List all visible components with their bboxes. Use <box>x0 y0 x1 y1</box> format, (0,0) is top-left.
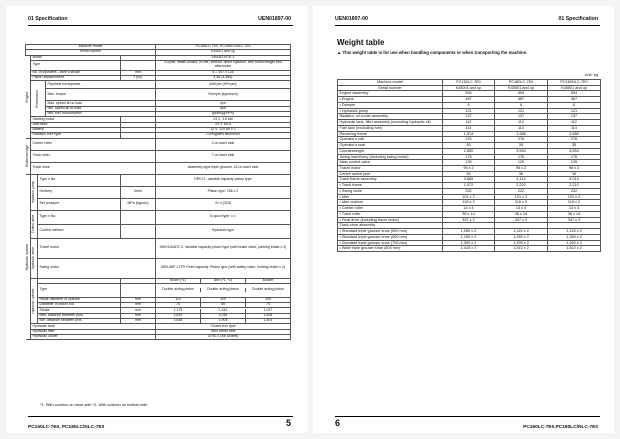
row-unit: ℓ {cc} <box>121 76 156 81</box>
weight-value: 222 <box>548 188 601 194</box>
weight-value: 1,514 <box>443 131 495 137</box>
control-valve-group-cell <box>31 210 38 238</box>
weight-value: 1,260 x 2 <box>548 234 601 240</box>
row-unit: g/kWh{g/HPh} <box>156 112 291 117</box>
row-label: Type <box>31 60 121 70</box>
undercarriage-group-cell <box>26 138 31 174</box>
cylinder-value: 110 <box>175 297 181 302</box>
weight-value: 467 <box>443 97 495 103</box>
row-unit: rpm <box>156 101 291 106</box>
cylinder-value: Double acting piston <box>162 287 194 292</box>
row-value: CF40-1 (Air cooled) <box>156 334 291 339</box>
row-label: Min. fuel consumption <box>46 112 156 117</box>
row-unit: mm <box>121 70 156 75</box>
weight-value: 276 <box>495 137 548 143</box>
group-label: Hydraulic motor <box>31 246 36 270</box>
weight-value: 112 <box>495 120 548 126</box>
section-title: 01 Specification <box>28 16 68 22</box>
component-name: • Idler <box>338 194 443 200</box>
row-unit: rpm <box>156 106 291 111</box>
weight-value: 6 <box>495 102 548 108</box>
row-value: 7 on each side <box>156 150 291 162</box>
model-header: PC180LC-7E0 <box>495 80 548 86</box>
row-value: 4.46 {4,460} <box>156 76 291 81</box>
row-value: Assembly-type triple grouser, 44 on each side <box>156 162 291 174</box>
cylinder-header: Arm (*1, *2) <box>201 279 246 283</box>
group-label: Hydraulic system <box>24 243 29 271</box>
component-name: Engine assembly <box>338 91 443 97</box>
serial-value: K45001 and up <box>548 85 601 91</box>
component-name: Operator's seat <box>338 143 443 149</box>
serial-value: K45001 and up <box>495 85 548 91</box>
table-row <box>26 334 291 339</box>
weight-value: 1,510 x 2 <box>548 246 601 252</box>
weight-value: 101 x 2 <box>548 194 601 200</box>
row-value: 6-spool type: x 1 <box>156 210 291 224</box>
component-name: Centre swivel joint <box>338 171 443 177</box>
component-name: • Hydraulic pump <box>338 108 443 114</box>
weight-value: 112 <box>548 120 601 126</box>
row-label: Machine model <box>26 45 156 50</box>
doc-code: UEN01897-00 <box>335 16 368 22</box>
weight-value: 96 x 2 <box>495 166 548 172</box>
row-label: Max. distance between pins <box>38 313 121 318</box>
row-label: Type x No. <box>38 174 121 186</box>
left-page <box>6 6 307 433</box>
row-value: SAA4D107E-1 <box>156 55 291 60</box>
row-unit <box>121 224 156 238</box>
weight-value: 1,300 x 2 <box>443 240 495 246</box>
weight-table <box>337 79 601 252</box>
weight-value: 137 <box>548 114 601 120</box>
hydraulic-pump-group-cell <box>31 174 38 210</box>
weight-value: 96 x 2 <box>443 166 495 172</box>
cylinder-value: 2,810 <box>173 312 183 317</box>
cylinder-value: 85 <box>201 303 246 307</box>
cylinder-values <box>156 283 291 297</box>
group-label: Performance <box>35 89 40 109</box>
hydraulic-motor-group-cell <box>31 238 38 278</box>
serial-label: Serial number <box>338 85 443 91</box>
row-label: Diameter of piston rod <box>38 303 121 308</box>
weight-value: 114 <box>495 125 548 131</box>
row-value: PC160LC-7E0, PC180LC/NLC-7E0 <box>156 45 291 50</box>
weight-value: 337 x 2 <box>443 217 495 223</box>
table-row <box>26 174 291 186</box>
row-label: Swing motor <box>38 258 156 278</box>
weight-value: 1,586 <box>548 131 601 137</box>
cylinder-value: 1,904 <box>201 319 246 323</box>
weight-value: 36 x 14 <box>443 211 495 217</box>
weight-value: 96 x 2 <box>548 166 601 172</box>
row-unit: mm <box>121 313 156 318</box>
weight-value: 101 x 2 <box>495 194 548 200</box>
cylinder-header: Bucket <box>245 279 290 283</box>
unit-label: Unit: kg <box>584 72 598 77</box>
row-value: 12 V, 120 Ah x 2 <box>156 127 291 132</box>
component-name: Radiator, oil cooler assembly <box>338 114 443 120</box>
table-row <box>26 224 291 238</box>
row-value: HPD71, variable capacity piston type <box>156 174 291 186</box>
row-unit: kW/rpm {HP/rpm} <box>156 81 291 89</box>
component-name: Travel motor <box>338 166 443 172</box>
table-row <box>26 150 291 162</box>
weight-value: 36 <box>548 171 601 177</box>
component-name: • Idler cushion <box>338 200 443 206</box>
component-name: • Damper <box>338 102 443 108</box>
component-name: • Carrier roller <box>338 206 443 212</box>
weight-value: 3,554 <box>495 148 548 154</box>
component-name: • Engine <box>338 97 443 103</box>
cylinder-header: Boom (*1) <box>170 277 186 282</box>
weight-value: 594 <box>548 91 601 97</box>
doc-code: UEN01897-00 <box>258 16 291 22</box>
weight-value: 176 <box>443 154 495 160</box>
weight-value: 35 <box>548 143 601 149</box>
header-rule <box>28 25 293 26</box>
right-page <box>313 6 614 433</box>
row-value: Corrugated aluminum <box>156 133 291 138</box>
weight-value: 14 x 4 <box>495 206 548 212</box>
row-label: Carrier roller <box>31 138 156 150</box>
footer-model: PC160LC-7E0,PC180LC/NLC-7E0 <box>523 425 598 430</box>
weight-value: 222 <box>443 188 495 194</box>
weight-value: 116 x 2 <box>443 200 495 206</box>
weight-value: 2,850 <box>443 148 495 154</box>
row-label: Flywheel horsepower <box>46 81 156 89</box>
component-name: • Track frame <box>338 183 443 189</box>
weight-value: 1,410 x 2 <box>443 246 495 252</box>
table-row <box>26 198 291 210</box>
component-name: • Standard triple grouser shoe (700 mm) <box>338 240 443 246</box>
weight-value: 2,210 <box>548 183 601 189</box>
row-label: Piston displacement <box>31 76 121 81</box>
component-name: Hydraulic tank, filter assembly (excluding hydraulic oil) <box>338 120 443 126</box>
weight-value: 137 <box>443 114 495 120</box>
row-unit: Nm/rpm {kgm/rpm} <box>156 89 291 101</box>
cylinder-headers <box>156 278 291 283</box>
cylinder-value: 1,501 <box>245 319 290 323</box>
row-value: 4-cycle, water-cooled, in-line, vertical, direct injection, with turbocharger and aftercooler <box>156 60 291 70</box>
row-label: Battery <box>31 127 121 132</box>
weight-value: 125 <box>495 160 548 166</box>
model-header: PC180NLC-7E0 <box>548 80 601 86</box>
weight-value: 101 x 2 <box>443 194 495 200</box>
weight-value: 176 <box>495 154 548 160</box>
weight-value: 4,014 <box>548 177 601 183</box>
cylinder-value: 75 <box>176 302 180 307</box>
weight-value: 1,390 x 2 <box>495 240 548 246</box>
table-row <box>26 283 291 297</box>
weight-value: 35 <box>495 143 548 149</box>
cylinder-value: 1,635 <box>173 318 183 323</box>
weight-value: 121 <box>443 108 495 114</box>
cylinder-value: 120 <box>201 298 246 302</box>
weight-value: 121 <box>548 108 601 114</box>
row-value: 24 V, 60 A <box>156 122 291 127</box>
weight-value: 116 x 2 <box>495 200 548 206</box>
cylinder-value: 105 <box>245 298 290 302</box>
row-label: Set pressure <box>38 198 121 210</box>
weight-value: 222 <box>495 188 548 194</box>
page-number: 6 <box>335 418 341 428</box>
component-name: • Swing circle <box>338 188 443 194</box>
cylinder-value: 1,175 <box>173 307 183 312</box>
header-label: Machine model <box>338 80 443 86</box>
weight-value: 276 <box>443 137 495 143</box>
weight-value: 594 <box>495 91 548 97</box>
component-name: Counterweight <box>338 148 443 154</box>
cylinder-value: 2,528 <box>245 314 290 318</box>
component-name: • Final drive (including travel motor) <box>338 217 443 223</box>
table-row <box>26 138 291 150</box>
weight-value: 35 <box>443 143 495 149</box>
row-label: Type <box>38 283 121 297</box>
row-label: Serial number <box>26 50 156 55</box>
row-unit: mm <box>121 297 156 302</box>
component-name: Operator's cab <box>338 137 443 143</box>
component-name: • Standard triple grouser shoe (500 mm) <box>338 229 443 235</box>
weight-value: 6 <box>443 102 495 108</box>
row-label: Track shoe <box>31 162 156 174</box>
row-unit: ℓ/min <box>121 186 156 198</box>
row-value: 4 – 107 x 124 <box>156 70 291 75</box>
component-name: • Wide triple grouser shoe (800 mm) <box>338 246 443 252</box>
weight-value: 36 x 14 <box>548 211 601 217</box>
performance-group-cell <box>31 81 46 117</box>
component-name: • Standard triple grouser shoe (600 mm) <box>338 234 443 240</box>
row-unit <box>121 174 156 186</box>
cylinder-value: 1,342 <box>201 309 246 313</box>
weight-value: 4,114 <box>495 177 548 183</box>
warning-note: ▲ This weight table is for use when handling components or when transporting the machine. <box>337 50 528 55</box>
weight-value: 116 x 2 <box>548 200 601 206</box>
group-label: Undercarriage <box>24 144 29 168</box>
weight-value: 1,260 x 2 <box>495 234 548 240</box>
row-unit <box>121 283 156 297</box>
row-label: Stroke <box>38 308 121 313</box>
table-row <box>26 186 291 198</box>
footer-model: PC160LC-7E0, PC180LC/NLC-7E0 <box>28 425 105 430</box>
weight-value: 2,220 <box>495 183 548 189</box>
weight-value: 6 <box>548 102 601 108</box>
table-row <box>26 60 291 70</box>
table-row <box>26 89 291 101</box>
table-row <box>26 258 291 278</box>
weight-value: 1,190 x 2 <box>443 234 495 240</box>
hydraulic-cylinder-group-cell <box>31 278 38 324</box>
weight-value: 112 <box>443 120 495 126</box>
row-unit: mm <box>121 319 156 324</box>
weight-value: 114 <box>548 125 601 131</box>
weight-value: 36 <box>495 171 548 177</box>
component-name: Main control valve <box>338 160 443 166</box>
row-value: HMV110ADT-3, Variable capacity piston type (with brake valve, parking brake x 2) <box>156 238 291 258</box>
group-label: Control valve <box>31 214 36 234</box>
weight-value: 337 x 2 <box>495 217 548 223</box>
row-label: Max. torque <box>46 89 156 101</box>
weight-value: 14 x 4 <box>443 206 495 212</box>
table-row <box>26 210 291 224</box>
row-label: Track roller <box>31 150 156 162</box>
table-row <box>26 162 291 174</box>
cylinder-value: 1,027 <box>245 309 290 313</box>
weight-value: 276 <box>548 137 601 143</box>
component-name: • Track roller <box>338 211 443 217</box>
row-value: 24 V, 4.5 kW <box>156 117 291 122</box>
weight-value: 36 <box>443 171 495 177</box>
row-value: 2 on each side <box>156 138 291 150</box>
row-label: Min. distance between pins <box>38 319 121 324</box>
row-unit: mm <box>121 308 156 313</box>
table-row <box>338 246 601 252</box>
row-label: Hydraulic filter <box>31 329 156 334</box>
section-title: 01 Specification <box>558 16 598 22</box>
page-title: Weight table <box>337 38 385 47</box>
weight-value: 121 <box>495 108 548 114</box>
row-value: M5X-85F-17TR Fixed capacity. Piston type (with safety valve, holding brake x 2) <box>156 258 291 278</box>
component-name: Track shoe assembly <box>338 223 443 229</box>
row-label: Alternator <box>31 122 121 127</box>
footer-rule <box>28 416 293 417</box>
weight-value: 594 <box>443 91 495 97</box>
component-name: Swing machinery (including swing motor) <box>338 154 443 160</box>
row-label: Travel motor <box>38 238 156 258</box>
weight-value: 114 <box>443 125 495 131</box>
row-value: Closed box type <box>156 324 291 329</box>
row-value: Hydraulic type <box>156 224 291 238</box>
header-rule <box>335 25 600 26</box>
weight-value: 3,666 <box>443 177 495 183</box>
weight-value: 467 <box>495 97 548 103</box>
row-label: Model <box>31 55 121 60</box>
weight-value: 467 <box>548 97 601 103</box>
row-unit <box>121 210 156 224</box>
row-label: Min. speed at no load <box>46 106 156 111</box>
row-value: Tank return side <box>156 329 291 334</box>
cylinder-value: 70 <box>245 303 290 307</box>
weight-value: 3,554 <box>548 148 601 154</box>
weight-value: 14 x 4 <box>548 206 601 212</box>
weight-value: 176 <box>548 154 601 160</box>
group-label: Hydraulic pump <box>31 180 36 204</box>
table-row <box>26 238 291 258</box>
specification-table <box>25 44 291 340</box>
weight-value: 1,390 x 2 <box>548 240 601 246</box>
weight-value: 1,510 x 2 <box>495 246 548 252</box>
component-name: Revolving frame <box>338 131 443 137</box>
row-label: Starting motor <box>31 117 121 122</box>
group-label: Hydraulic cylinder <box>31 288 36 314</box>
row-label: Inside diameter of cylinder <box>38 297 121 302</box>
model-header: PC160LC-7E0 <box>443 80 495 86</box>
row-label: Hydraulic tank <box>31 324 156 329</box>
weight-value: 137 <box>495 114 548 120</box>
weight-value: 1,586 <box>495 131 548 137</box>
cylinder-value: Double acting piston <box>245 288 290 292</box>
weight-value: 1,080 x 2 <box>443 229 495 235</box>
row-label: Control method <box>38 224 121 238</box>
footer-rule <box>335 416 600 417</box>
row-label: No. of cylinders - bore x stroke <box>31 70 121 75</box>
weight-value: 36 x 14 <box>495 211 548 217</box>
row-value: Piston type: 156 x 2 <box>156 186 291 198</box>
cylinder-value: 3,245 <box>201 314 246 318</box>
table-row <box>338 80 601 86</box>
footnote: *1. With cushion on head side *2. With cushion on bottom side <box>40 402 148 407</box>
serial-value: K45001 and up <box>443 85 495 91</box>
weight-value: 125 <box>443 160 495 166</box>
row-unit <box>121 60 156 70</box>
component-name: Fuel tank (excluding fuel) <box>338 125 443 131</box>
row-value: 31.4 {320} <box>156 198 291 210</box>
row-label: Delivery <box>38 186 121 198</box>
row-unit: MPa {kg/cm²} <box>121 198 156 210</box>
page-number: 5 <box>285 418 291 428</box>
row-unit: mm <box>121 303 156 308</box>
row-value: K45001 and up <box>156 50 291 55</box>
weight-value: 1,140 x 2 <box>495 229 548 235</box>
row-label: Hydraulic cooler <box>31 334 156 339</box>
cylinder-value: Double acting piston <box>201 288 246 292</box>
weight-value: 337 x 2 <box>548 217 601 223</box>
row-label: Type x No. <box>38 210 121 224</box>
row-label: Radiator core type <box>31 133 121 138</box>
weight-value: 1,140 x 2 <box>548 229 601 235</box>
row-label: Max. speed at no load <box>46 101 156 106</box>
component-name: Track frame assembly <box>338 177 443 183</box>
group-label: Engine <box>24 91 29 103</box>
weight-value: 125 <box>548 160 601 166</box>
table-row <box>26 81 291 89</box>
weight-value: 1,972 <box>443 183 495 189</box>
